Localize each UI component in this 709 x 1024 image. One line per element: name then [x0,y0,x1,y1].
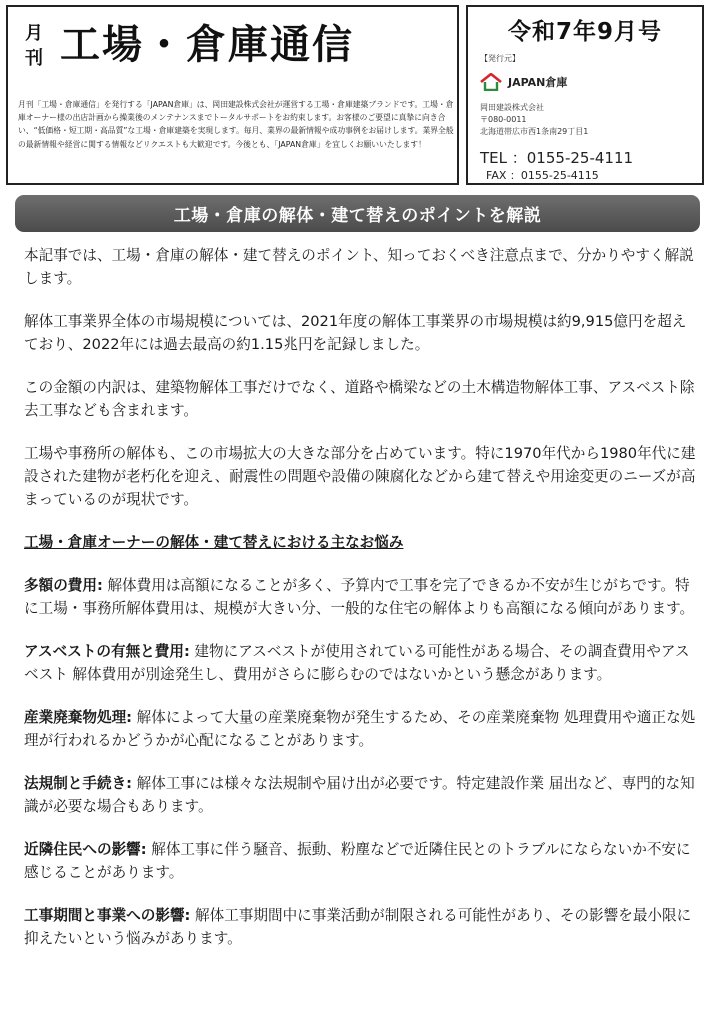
concern-text: 建物にアスベストが使用されている可能性がある場合、その調査費用やアスベスト 解体費用が別途発生し、費用がさらに膨らむのではないかという懸念があります。 [24,643,690,683]
house-logo-icon [480,73,502,91]
concern-item [24,574,696,620]
postal-code: 〒080-0011 [480,115,527,124]
concern-item [24,904,696,950]
section-heading: 工場・倉庫オーナーの解体・建て替えにおける主なお悩み [24,534,404,551]
publisher-box [466,5,704,185]
tel-number: TEL ：0155-25-4111 [480,149,634,167]
article-body [24,244,696,970]
concern-item [24,838,696,884]
concern-item [24,640,696,686]
issue-date: 令和7年9月号 [507,19,662,45]
paragraph-intro: 本記事では、工場・倉庫の解体・建て替えのポイント、知っておくべき注意点まで、分かりやすく解説します。 [24,247,694,287]
concern-term: 近隣住民への影響: [24,841,147,858]
paragraph-trend: 工場や事務所の解体も、この市場拡大の大きな部分を占めています。特に1970年代から1980年代に建設された建物が老朽化を迎え、耐震性の問題や設備の陳腐化などから建て替えや用途変更のニーズが高まっているのが現状です。 [24,445,696,508]
brand-logo [480,71,567,93]
concern-text: 解体によって大量の産業廃棄物が発生するため、その産業廃棄物 処理費用や適正な処理が行われるかどうかが心配になることがあります。 [24,709,696,749]
concern-term: 工事期間と事業への影響: [24,907,191,924]
address: 北海道帯広市西1条南29丁目1 [480,127,589,136]
concern-term: アスベストの有無と費用: [24,643,190,660]
publisher-tag: 【発行元】 [480,54,520,63]
concern-term: 産業廃棄物処理: [24,709,132,726]
paragraph-market-size: 解体工事業界全体の市場規模については、2021年度の解体工事業界の市場規模は約9,915億円を超えており、2022年には過去最高の約1.15兆円を記録しました。 [24,313,687,353]
concern-term: 法規制と手続き: [24,775,132,792]
concern-text: 解体工事期間中に事業活動が制限される可能性があり、その影響を最小限に抑えたいという悩みがあります。 [24,907,692,947]
masthead-box [6,5,459,185]
paragraph-breakdown: この金額の内訳は、建築物解体工事だけでなく、道路や橋梁などの土木構造物解体工事、アスベスト除去工事なども含まれます。 [24,379,695,419]
monthly-label: 月刊 [25,23,43,69]
fax-number: FAX ：0155-25-4115 [486,169,599,182]
concern-text: 解体工事には様々な法規制や届け出が必要です。特定建設作業 届出など、専門的な知識が必要な場合もあります。 [24,775,695,815]
company-name: 岡田建設株式会社 [480,103,544,112]
article-title-bar [15,195,700,232]
concern-item [24,772,696,818]
article-title: 工場・倉庫の解体・建て替えのポイントを解説 [173,206,542,226]
concern-text: 解体費用は高額になることが多く、予算内で工事を完了できるか不安が生じがちです。特に工場・事務所解体費用は、規模が大きい分、一般的な住宅の解体よりも高額になる傾向があります。 [24,577,695,617]
concern-term: 多額の費用: [24,577,103,594]
publisher-details [480,102,700,138]
concern-item [24,706,696,752]
newsletter-title: 工場・倉庫通信 [60,22,354,68]
concern-text: 解体工事に伴う騒音、振動、粉塵などで近隣住民とのトラブルにならないか不安に感じることがあります。 [24,841,691,881]
intro-text: 月刊「工場・倉庫通信」を発行する「JAPAN倉庫」は、岡田建設株式会社が運営する工場・倉庫建築ブランドです。工場・倉庫オーナー様の出店計画から操業後のメンテナンスまでトータルサポートをお約束します。お客様のご要望に真摯に向き合い、“低価格・短工期・高品質”な工場・倉庫建築を実現します。毎月、業界の最新情報や成功事例をお届けします。業界全般の最新情報や経営に関する情報などリクエストも大歓迎です。今後とも、「JAPAN倉庫」を宜しくお願いいたします！ [18,100,454,149]
brand-name: JAPAN倉庫 [508,76,568,89]
